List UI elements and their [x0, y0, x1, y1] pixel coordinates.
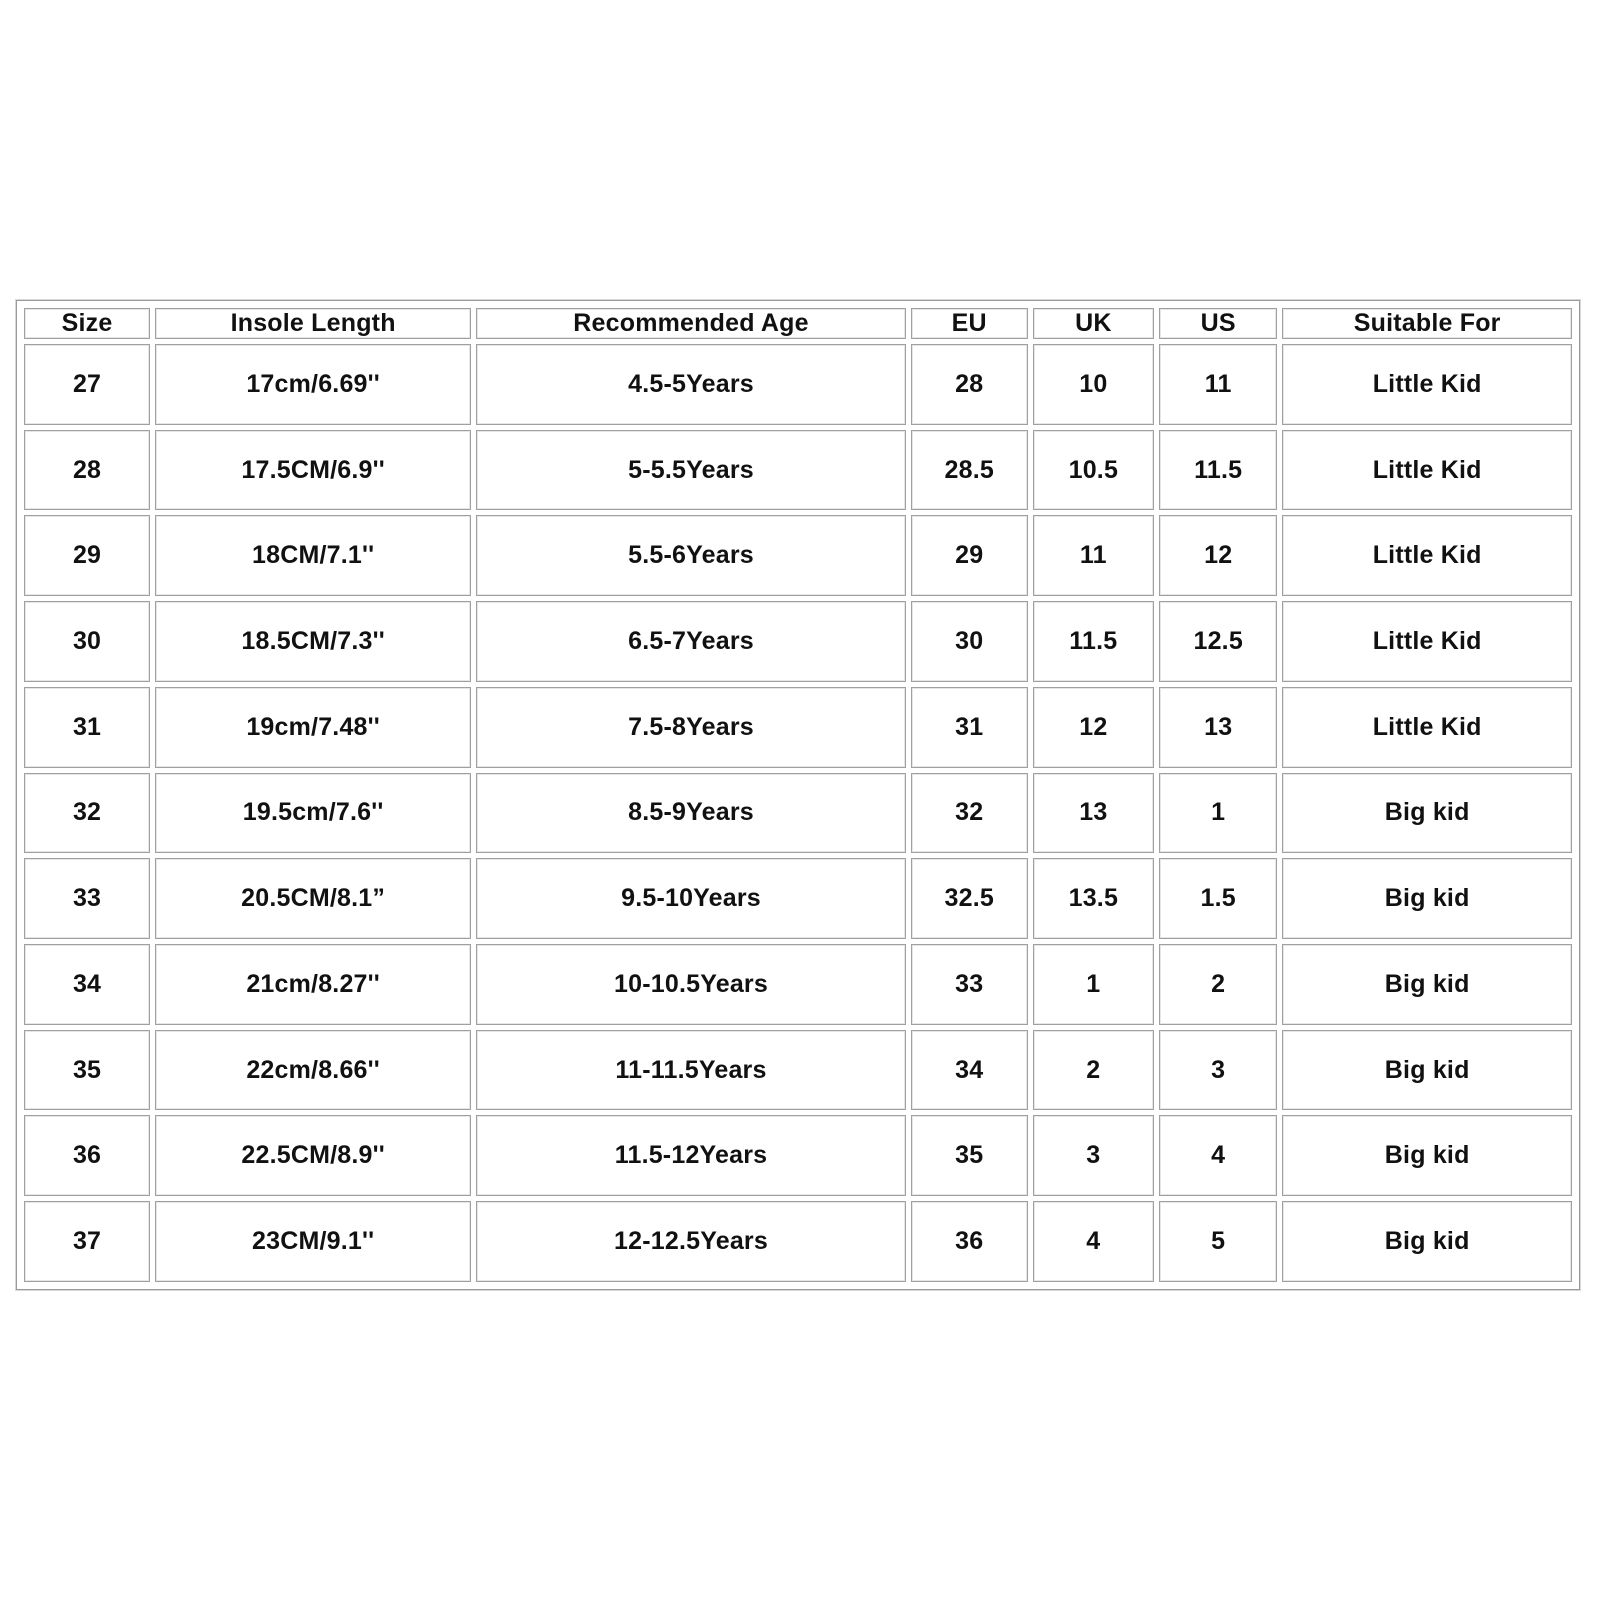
cell-us: 12 [1159, 515, 1277, 596]
cell-insole-length: 18.5CM/7.3'' [155, 601, 471, 682]
cell-suitable-for: Big kid [1282, 773, 1572, 854]
table-row [24, 344, 1572, 425]
cell-size: 32 [24, 773, 150, 854]
cell-insole-length: 22cm/8.66'' [155, 1030, 471, 1111]
cell-uk: 10 [1033, 344, 1154, 425]
cell-uk: 13 [1033, 773, 1154, 854]
header-uk: UK [1033, 308, 1154, 339]
cell-size: 35 [24, 1030, 150, 1111]
header-us: US [1159, 308, 1277, 339]
cell-us: 2 [1159, 944, 1277, 1025]
cell-us: 13 [1159, 687, 1277, 768]
table-row [24, 944, 1572, 1025]
cell-uk: 4 [1033, 1201, 1154, 1282]
cell-uk: 3 [1033, 1115, 1154, 1196]
cell-suitable-for: Little Kid [1282, 601, 1572, 682]
cell-insole-length: 19.5cm/7.6'' [155, 773, 471, 854]
header-suitable-for: Suitable For [1282, 308, 1572, 339]
cell-size: 31 [24, 687, 150, 768]
cell-recommended-age: 11-11.5Years [476, 1030, 906, 1111]
cell-size: 36 [24, 1115, 150, 1196]
cell-eu: 35 [911, 1115, 1028, 1196]
header-size: Size [24, 308, 150, 339]
header-insole-length: Insole Length [155, 308, 471, 339]
cell-eu: 28.5 [911, 430, 1028, 511]
cell-us: 1 [1159, 773, 1277, 854]
cell-recommended-age: 6.5-7Years [476, 601, 906, 682]
cell-eu: 36 [911, 1201, 1028, 1282]
cell-insole-length: 21cm/8.27'' [155, 944, 471, 1025]
size-chart-table [19, 303, 1577, 1287]
table-row [24, 1030, 1572, 1111]
cell-size: 33 [24, 858, 150, 939]
cell-insole-length: 17cm/6.69'' [155, 344, 471, 425]
cell-recommended-age: 5.5-6Years [476, 515, 906, 596]
cell-eu: 34 [911, 1030, 1028, 1111]
table-row [24, 687, 1572, 768]
cell-size: 28 [24, 430, 150, 511]
cell-suitable-for: Little Kid [1282, 430, 1572, 511]
cell-us: 1.5 [1159, 858, 1277, 939]
table-row [24, 1201, 1572, 1282]
cell-uk: 2 [1033, 1030, 1154, 1111]
cell-suitable-for: Big kid [1282, 1201, 1572, 1282]
cell-size: 29 [24, 515, 150, 596]
header-eu: EU [911, 308, 1028, 339]
size-chart [16, 300, 1580, 1290]
header-row [24, 308, 1572, 339]
table-row [24, 515, 1572, 596]
cell-size: 37 [24, 1201, 150, 1282]
cell-uk: 1 [1033, 944, 1154, 1025]
table-row [24, 773, 1572, 854]
cell-insole-length: 20.5CM/8.1” [155, 858, 471, 939]
cell-suitable-for: Big kid [1282, 1115, 1572, 1196]
table-row [24, 1115, 1572, 1196]
cell-us: 5 [1159, 1201, 1277, 1282]
cell-recommended-age: 4.5-5Years [476, 344, 906, 425]
cell-uk: 12 [1033, 687, 1154, 768]
cell-size: 34 [24, 944, 150, 1025]
cell-eu: 33 [911, 944, 1028, 1025]
cell-us: 11 [1159, 344, 1277, 425]
table-row [24, 601, 1572, 682]
cell-eu: 29 [911, 515, 1028, 596]
cell-us: 11.5 [1159, 430, 1277, 511]
cell-insole-length: 18CM/7.1'' [155, 515, 471, 596]
cell-uk: 11.5 [1033, 601, 1154, 682]
table-row [24, 430, 1572, 511]
cell-eu: 31 [911, 687, 1028, 768]
header-recommended-age: Recommended Age [476, 308, 906, 339]
cell-recommended-age: 9.5-10Years [476, 858, 906, 939]
cell-size: 27 [24, 344, 150, 425]
cell-suitable-for: Big kid [1282, 944, 1572, 1025]
cell-insole-length: 17.5CM/6.9'' [155, 430, 471, 511]
cell-eu: 28 [911, 344, 1028, 425]
cell-suitable-for: Big kid [1282, 858, 1572, 939]
cell-insole-length: 23CM/9.1'' [155, 1201, 471, 1282]
cell-suitable-for: Little Kid [1282, 344, 1572, 425]
cell-recommended-age: 10-10.5Years [476, 944, 906, 1025]
cell-recommended-age: 11.5-12Years [476, 1115, 906, 1196]
cell-eu: 32 [911, 773, 1028, 854]
cell-suitable-for: Little Kid [1282, 515, 1572, 596]
cell-insole-length: 19cm/7.48'' [155, 687, 471, 768]
cell-us: 12.5 [1159, 601, 1277, 682]
cell-recommended-age: 5-5.5Years [476, 430, 906, 511]
cell-recommended-age: 8.5-9Years [476, 773, 906, 854]
cell-uk: 11 [1033, 515, 1154, 596]
cell-eu: 30 [911, 601, 1028, 682]
cell-us: 4 [1159, 1115, 1277, 1196]
cell-suitable-for: Little Kid [1282, 687, 1572, 768]
cell-uk: 13.5 [1033, 858, 1154, 939]
table-row [24, 858, 1572, 939]
cell-size: 30 [24, 601, 150, 682]
cell-suitable-for: Big kid [1282, 1030, 1572, 1111]
cell-insole-length: 22.5CM/8.9'' [155, 1115, 471, 1196]
cell-recommended-age: 12-12.5Years [476, 1201, 906, 1282]
cell-uk: 10.5 [1033, 430, 1154, 511]
cell-eu: 32.5 [911, 858, 1028, 939]
cell-recommended-age: 7.5-8Years [476, 687, 906, 768]
cell-us: 3 [1159, 1030, 1277, 1111]
